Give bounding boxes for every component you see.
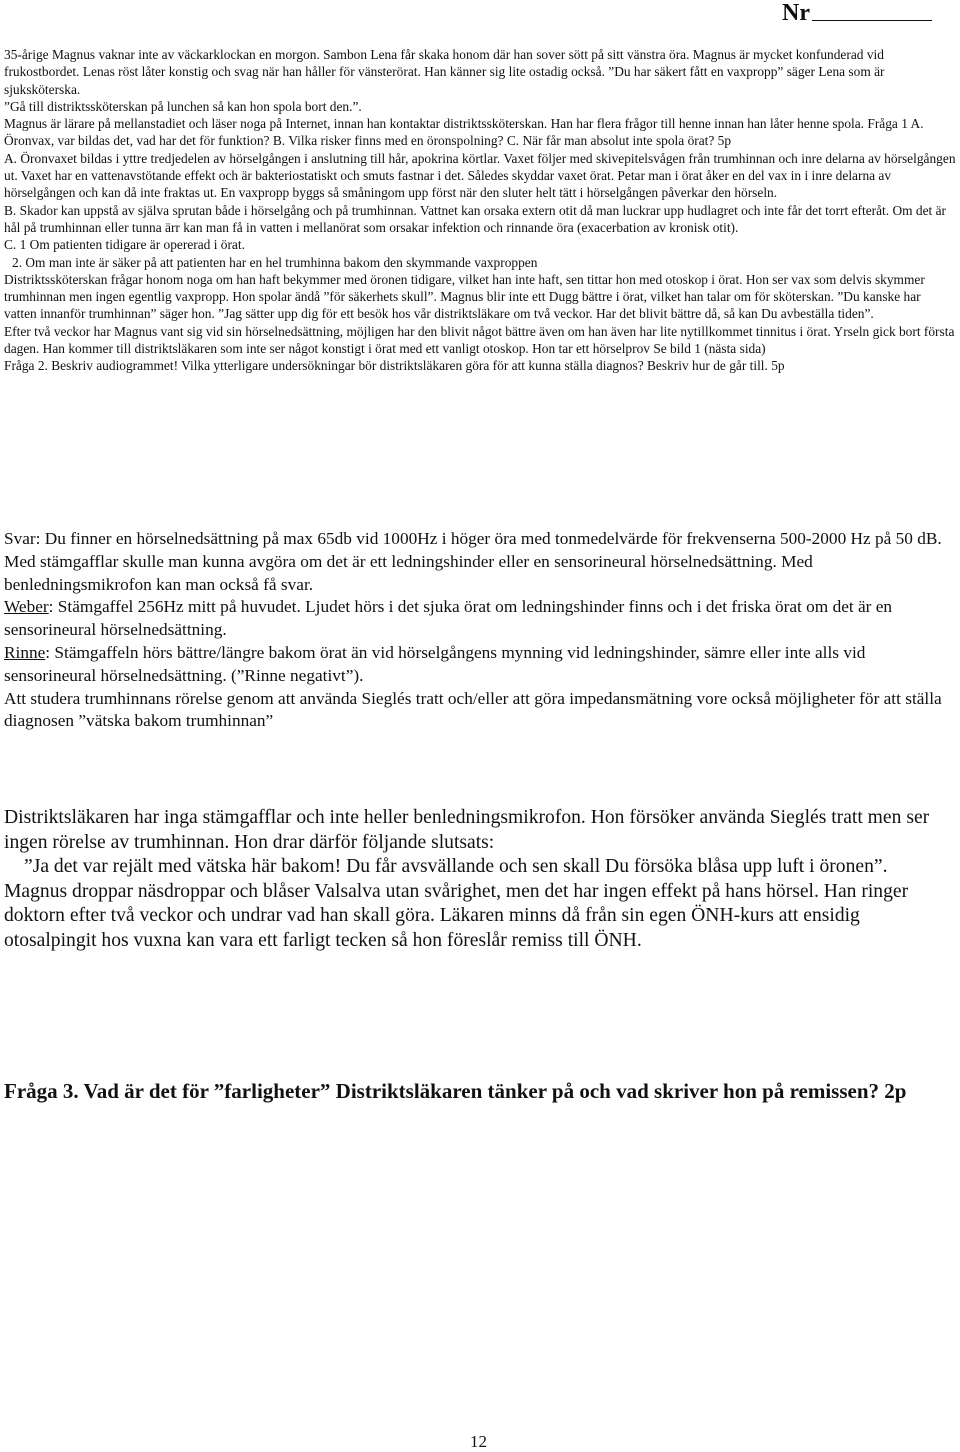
question-3: Fråga 3. Vad är det för ”farligheter” Distriktsläkaren tänker på och vad skriver hon på remissen? 2p (4, 1079, 907, 1103)
document-number-line (812, 20, 932, 21)
rinne-label: Rinne (4, 642, 46, 662)
weber-paragraph (4, 596, 944, 642)
document-number-label: Nr (782, 0, 810, 26)
answer-paragraph: B. Skador kan uppstå av själva sprutan både i hörselgång och på trumhinnan. Vattnet kan orsaka extern otit då man luckrar upp hudlagret och inte får det torrt efteråt. Om det är hål på trumhinnan eller tunna ärr kan man få in vatten i mellanörat som orsakar infektion och rinnande öra (exacerbation av kronisk otit). (4, 202, 947, 235)
answer-paragraph: A. Öronvaxet bildas i yttre tredjedelen av hörselgången i anslutning till hår, apokrina körtlar. Vaxet följer med skivepitelsvågen från trumhinnan och inre delarna av hörselgången ut. Vaxet har en vattenavstötande effekt och är bakteriostatiskt och smuts fastnar i det. Således skyddar vaxet örat. Petar man i örat åker en del vax in i inre delarna av hörselgången och kan då inte fraktas ut. En vaxpropp byggs så småningom upp först när den sluter helt tätt i hörselgången påverkar den hörseln. (4, 150, 956, 201)
quote-paragraph: ”Ja det var rejält med vätska här bakom! Du får avsvällande och sen skall Du försöka blåsa upp luft i öronen”. (24, 856, 888, 877)
case-continuation (4, 806, 954, 953)
answer-paragraph: Med stämgafflar skulle man kunna avgöra om det är ett ledningshinder eller en sensorineural hörselnedsättning. Med benledningsmikrofon kan man också få svar. (4, 551, 813, 594)
weber-text: : Stämgaffel 256Hz mitt på huvudet. Ljudet hörs i det sjuka örat om ledningshinder finns och i det friska örat om det är en sensorineural hörselnedsättning. (4, 597, 893, 640)
answer-paragraph: C. 1 Om patienten tidigare är opererad i örat. (4, 237, 245, 253)
answer-section (4, 528, 944, 733)
case-paragraph: 35-årige Magnus vaknar inte av väckarklockan en morgon. Sambon Lena får skaka honom där han sover sött på sitt vänstra öra. Magnus är mycket konfunderad vid frukostbordet. Lenas röst låter konstig och svag när han håller för vänsterörat. Han känner sig lite ostadig också. ”Du har säkert fått en vaxpropp” säger Lena som är sjuksköterska. (4, 47, 885, 97)
case-paragraph: Distriktssköterskan frågar honom noga om han haft bekymmer med öronen tidigare, vilket han inte haft, sen tittar hon med otoskop i örat. Hon ser vax som delvis skymmer trumhinnan men ingen egentlig vaxpropp. Hon spolar ändå ”för säkerhets skull”. Magnus blir inte ett Dugg bättre i örat, vilket han talar om för sköterskan. ”Du kanske har vatten innanför trumhinnan” säger hon. ”Jag sätter upp dig för ett besök hos vår distriktsläkare om två veckor. Har det blivit bättre då, så kan Du avbeställa tiden”. (4, 271, 925, 322)
weber-label: Weber (4, 597, 49, 617)
answer-paragraph: 2. Om man inte är säker på att patienten har en hel trumhinna bakom den skymmande vaxproppen (12, 254, 538, 270)
rinne-text: : Stämgaffeln hörs bättre/längre bakom örat än vid hörselgångens mynning vid ledningshinder, sämre eller inte alls vid sensorineural hörselnedsättning. (”Rinne negativt”). (4, 642, 866, 685)
answer-paragraph: Svar: Du finner en hörselnedsättning på max 65db vid 1000Hz i höger öra med tonmedelvärde för frekvenserna 500-2000 Hz på 50 dB. (4, 529, 942, 548)
case-paragraph: Efter två veckor har Magnus vant sig vid sin hörselnedsättning, möjligen har den blivit något bättre även om han även har lite nytillkommet tinnitus i örat. Yrseln gick bort första dagen. Han kommer till distriktsläkaren som inte ser något konstigt i örat med ett vanligt otoskop. Hon tar ett hörselprov Se bild 1 (nästa sida) (4, 323, 955, 357)
answer-paragraph: Att studera trumhinnans rörelse genom att använda Sieglés tratt och/eller att göra impedansmätning vore också möjligheter för att ställa diagnosen ”vätska bakom trumhinnan” (4, 688, 942, 731)
case-paragraph: ”Gå till distriktssköterskan på lunchen så kan hon spola bort den.”. (4, 98, 362, 114)
case-description (4, 46, 956, 375)
page-number: 12 (470, 1432, 487, 1451)
case-paragraph: Magnus är lärare på mellanstadiet och läser noga på Internet, innan han kontaktar distriktssköterskan. Han har flera frågor till henne innan han låter henne spola. Fråga 1 A. Öronvax, var bildas det, vad har det för funktion? B. Vilka risker finns med en öronspolning? C. När får man absolut inte spola örat? 5p (4, 116, 924, 149)
case-paragraph: Distriktsläkaren har inga stämgafflar och inte heller benledningsmikrofon. Hon försöker använda Sieglés tratt men ser ingen rörelse av trumhinnan. Hon drar därför följande slutsats: (4, 807, 930, 853)
rinne-paragraph (4, 642, 944, 688)
question-2: Fråga 2. Beskriv audiogrammet! Vilka ytterligare undersökningar bör distriktsläkaren göra för att kunna ställa diagnos? Beskriv hur de går till. 5p (4, 358, 785, 374)
case-paragraph: Magnus droppar näsdroppar och blåser Valsalva utan svårighet, men det har ingen effekt på hans hörsel. Han ringer doktorn efter två veckor och undrar vad han skall göra. Läkaren minns då från sin egen ÖNH-kurs att ensidig otosalpingit hos vuxna kan vara ett farligt tecken så hon föreslår remiss till ÖNH. (4, 880, 909, 951)
